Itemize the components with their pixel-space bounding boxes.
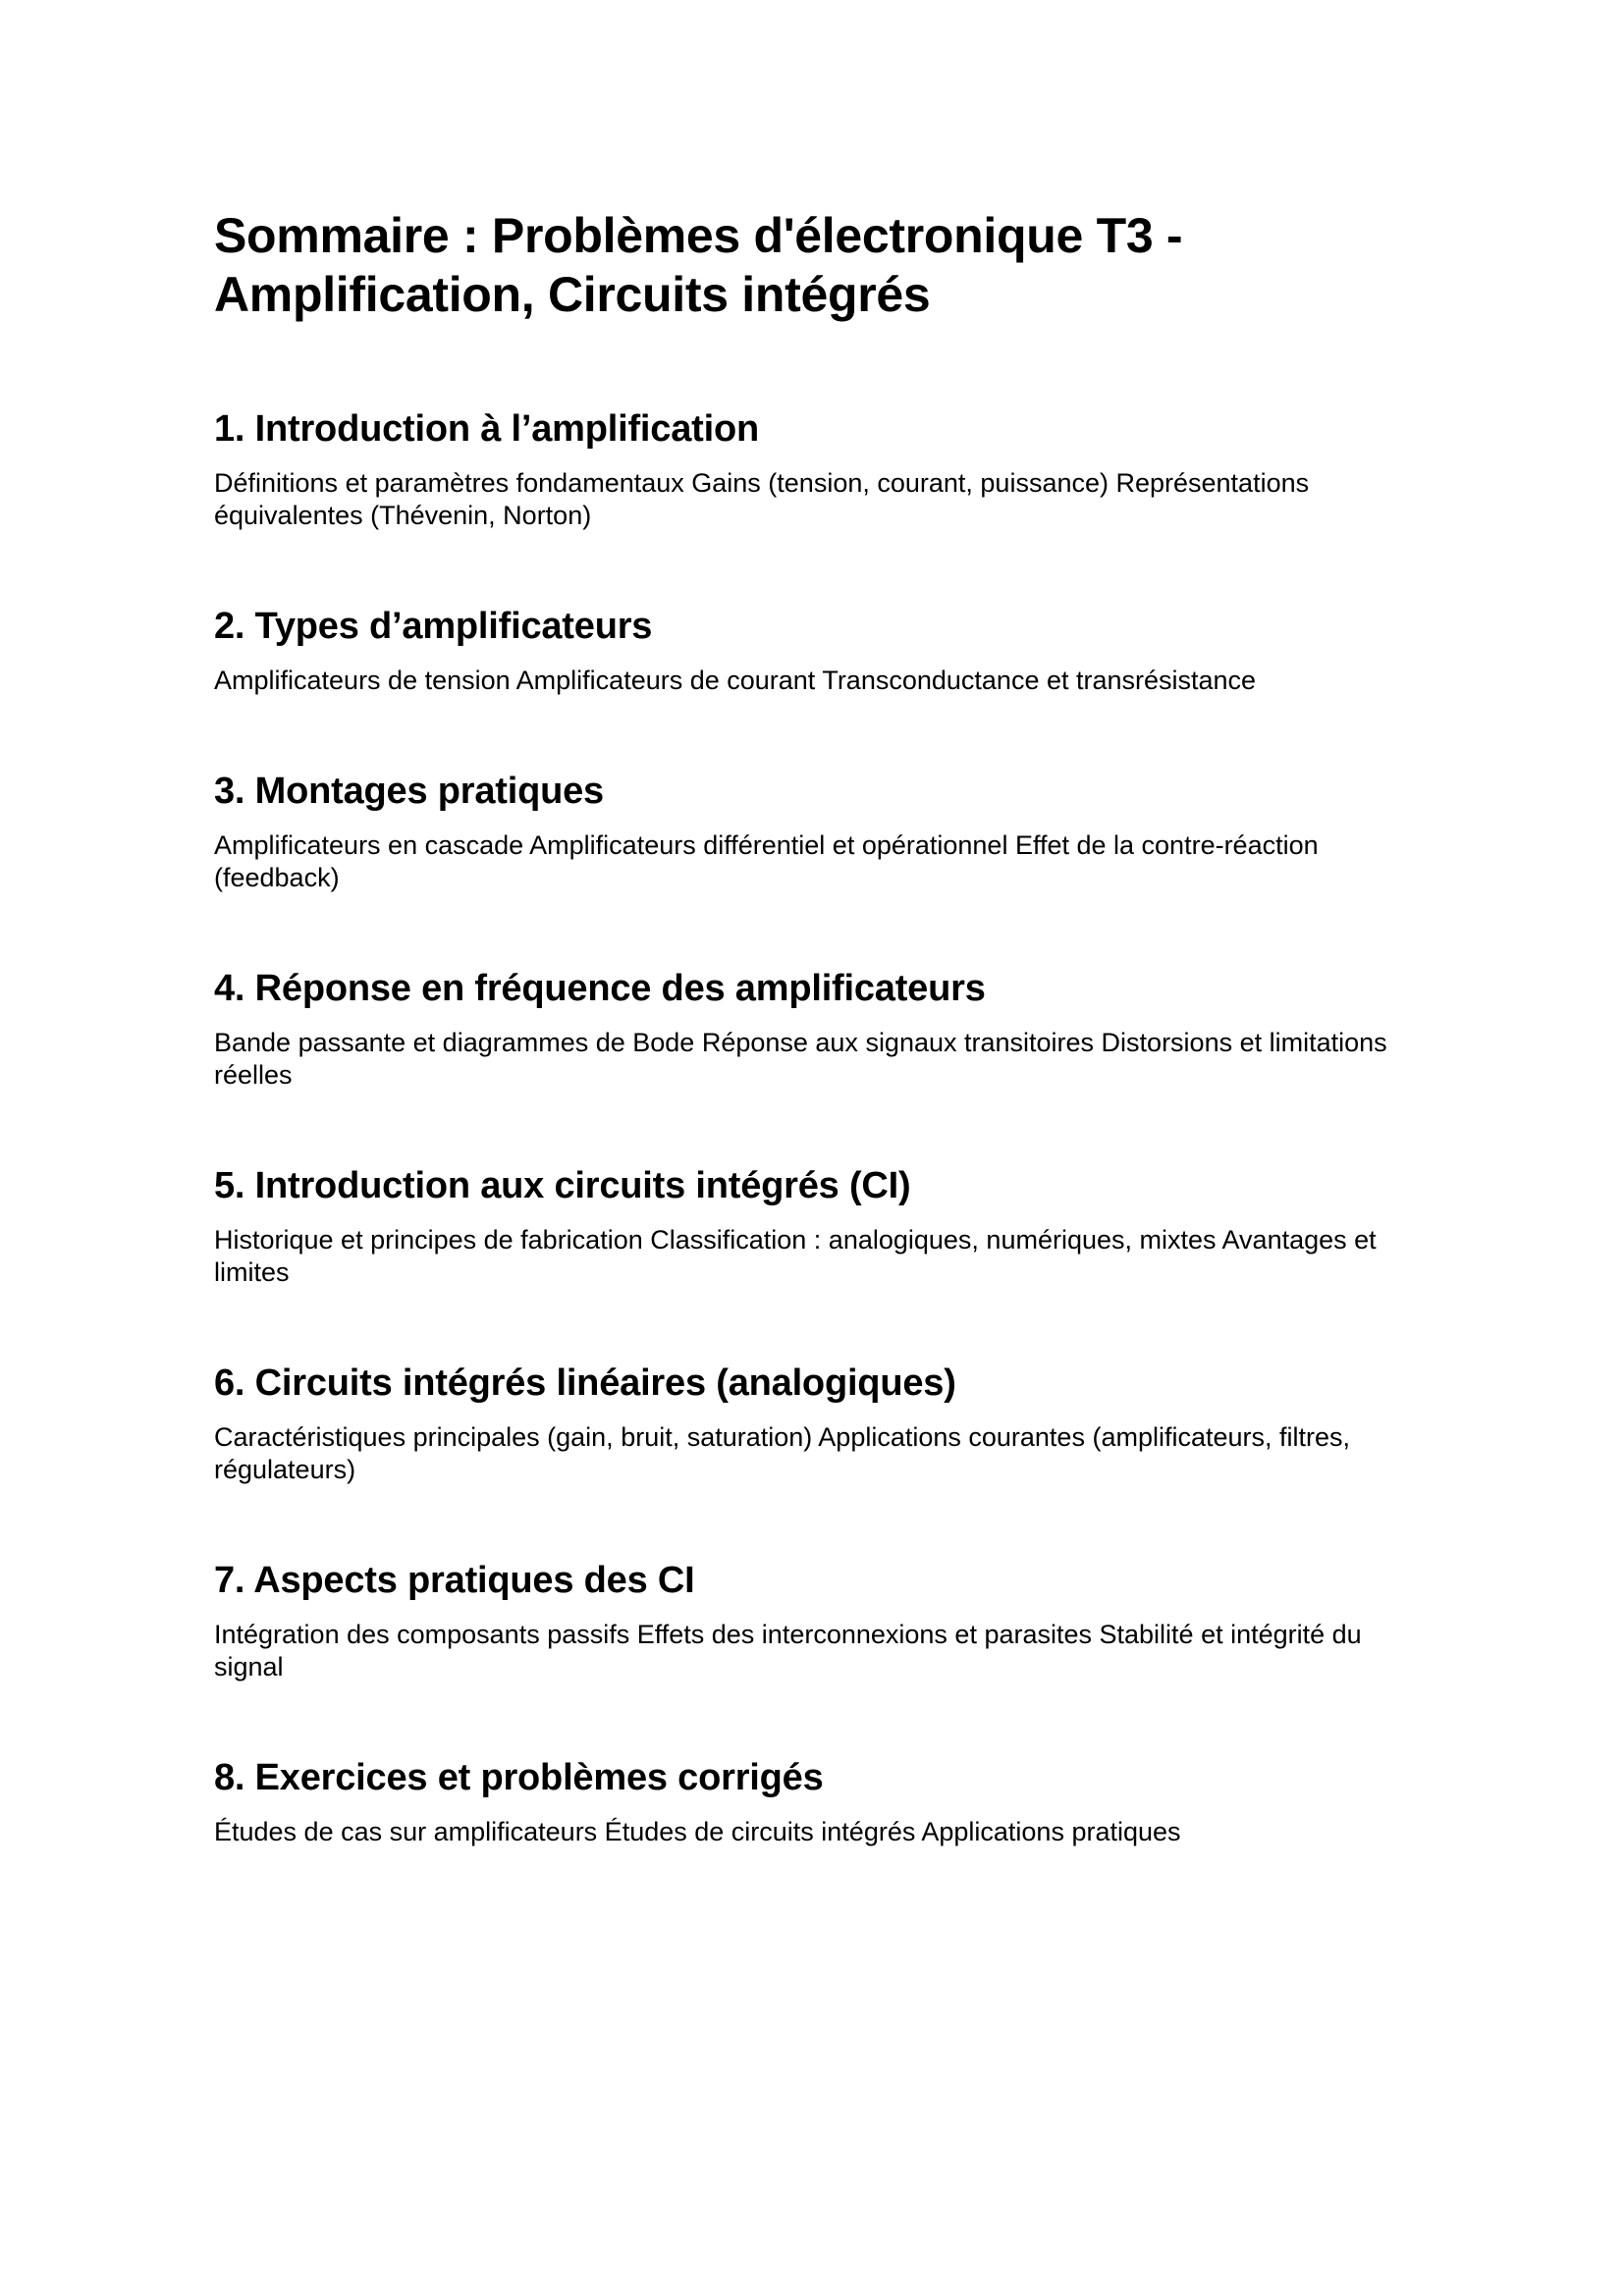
section-body: Études de cas sur amplificateurs Études de circuits intégrés Applications pratiques [214, 1817, 1181, 1846]
section-heading: 1. Introduction à l’amplification [214, 408, 759, 450]
section-body: Caractéristiques principales (gain, bruit, saturation) Applications courantes (amplificateurs, filtres, régulateurs) [214, 1422, 1351, 1484]
section-4 [214, 966, 1432, 1092]
section-heading: 8. Exercices et problèmes corrigés [214, 1757, 824, 1798]
section-body: Historique et principes de fabrication Classification : analogiques, numériques, mixtes Avantages et limites [214, 1225, 1377, 1287]
section-heading: 5. Introduction aux circuits intégrés (CI) [214, 1165, 911, 1206]
section-5 [214, 1163, 1432, 1289]
section-body: Amplificateurs en cascade Amplificateurs différentiel et opérationnel Effet de la contre-réaction (feedback) [214, 830, 1319, 892]
section-body: Définitions et paramètres fondamentaux Gains (tension, courant, puissance) Représentations équivalentes (Thévenin, Norton) [214, 468, 1310, 530]
section-body: Amplificateurs de tension Amplificateurs de courant Transconductance et transrésistance [214, 666, 1257, 695]
section-1 [214, 406, 1432, 532]
section-heading: 6. Circuits intégrés linéaires (analogiques) [214, 1362, 956, 1404]
section-body: Intégration des composants passifs Effets des interconnexions et parasites Stabilité et intégrité du signal [214, 1620, 1362, 1682]
document-page [214, 206, 1432, 1848]
section-heading: 7. Aspects pratiques des CI [214, 1560, 695, 1601]
document-title [214, 206, 1432, 324]
section-3 [214, 769, 1432, 894]
document-title-line-1: Sommaire : Problèmes d'électronique T3 - [214, 208, 1183, 263]
section-7 [214, 1558, 1432, 1683]
section-8 [214, 1755, 1432, 1848]
section-body: Bande passante et diagrammes de Bode Réponse aux signaux transitoires Distorsions et limitations réelles [214, 1028, 1387, 1090]
section-heading: 2. Types d’amplificateurs [214, 606, 653, 647]
section-2 [214, 604, 1432, 697]
section-heading: 3. Montages pratiques [214, 771, 604, 812]
section-6 [214, 1361, 1432, 1486]
section-heading: 4. Réponse en fréquence des amplificateurs [214, 968, 986, 1009]
document-title-line-2: Amplification, Circuits intégrés [214, 267, 931, 322]
